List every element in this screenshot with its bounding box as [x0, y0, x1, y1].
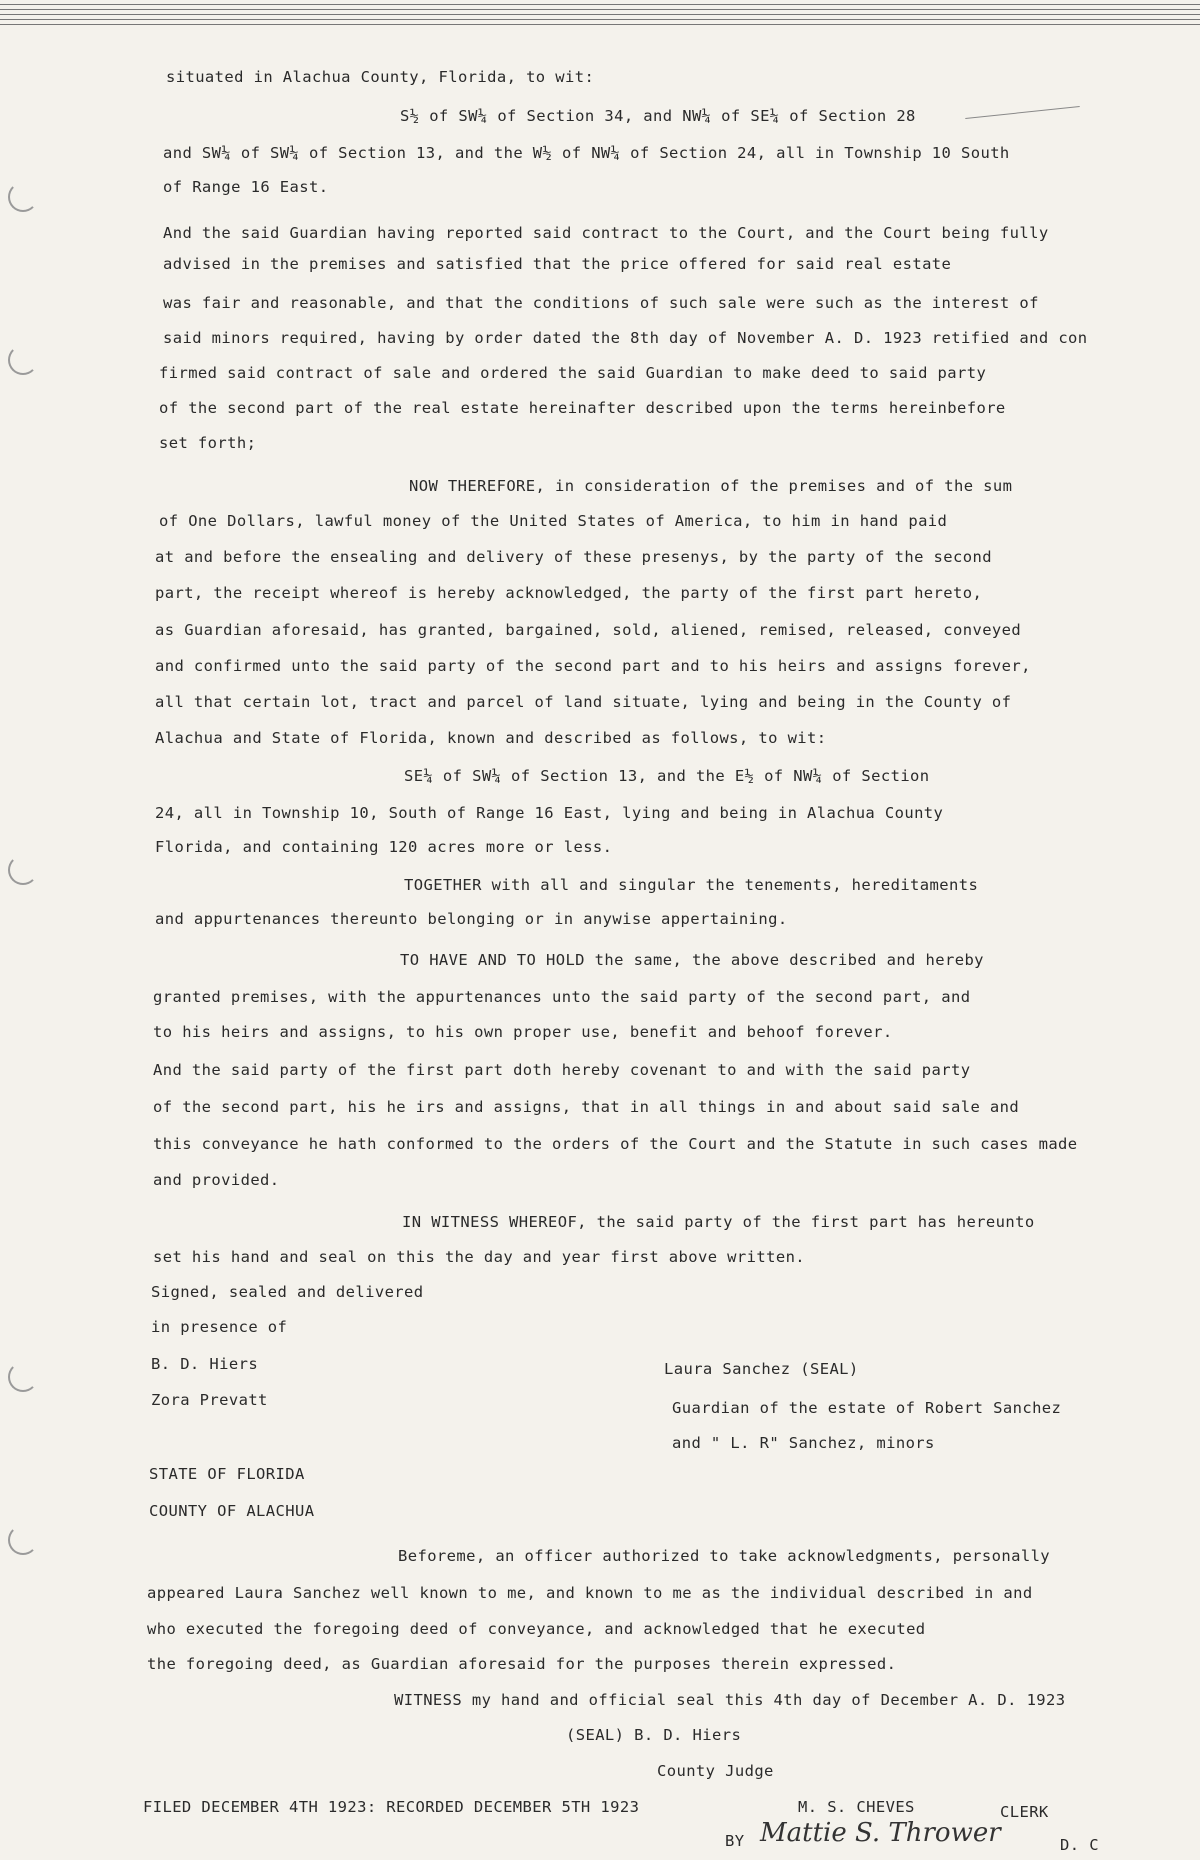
witness-name: Zora Prevatt — [151, 1391, 268, 1409]
grantor-name: Laura Sanchez (SEAL) — [664, 1360, 859, 1378]
by-label: BY — [725, 1832, 745, 1850]
text-line: said minors required, having by order dated the 8th day of November A. D. 1923 retified and con — [163, 329, 1088, 347]
text-line: TO HAVE AND TO HOLD the same, the above described and hereby — [400, 951, 984, 969]
text-line: of Range 16 East. — [163, 178, 329, 196]
text-line: SE¼ of SW¼ of Section 13, and the E½ of NW¼ of Section — [404, 767, 930, 785]
text-line: and appurtenances thereunto belonging or in anywise appertaining. — [155, 910, 788, 928]
judge-title: County Judge — [657, 1762, 774, 1780]
binder-hole — [8, 1362, 38, 1392]
text-line: to his heirs and assigns, to his own proper use, benefit and behoof forever. — [153, 1023, 893, 1041]
filing-note: FILED DECEMBER 4TH 1923: RECORDED DECEMBER 5TH 1923 — [143, 1798, 640, 1816]
pen-stroke — [965, 106, 1079, 119]
top-rule — [0, 19, 1200, 20]
deputy-clerk-label: D. C — [1060, 1836, 1099, 1854]
text-line: who executed the foregoing deed of conveyance, and acknowledged that he executed — [147, 1620, 926, 1638]
text-line: IN WITNESS WHEREOF, the said party of the first part has hereunto — [402, 1213, 1035, 1231]
grantor-title: Guardian of the estate of Robert Sanchez — [672, 1399, 1062, 1417]
text-line: all that certain lot, tract and parcel of land situate, lying and being in the County of — [155, 693, 1012, 711]
clerk-title: CLERK — [1000, 1803, 1049, 1821]
binder-hole — [8, 345, 38, 375]
judge-signature: (SEAL) B. D. Hiers — [566, 1726, 742, 1744]
top-rule — [0, 24, 1200, 25]
text-line: set forth; — [159, 434, 257, 452]
text-line: And the said party of the first part doth hereby covenant to and with the said party — [153, 1061, 971, 1079]
text-line: situated in Alachua County, Florida, to wit: — [166, 68, 595, 86]
text-line: and provided. — [153, 1171, 280, 1189]
text-line: set his hand and seal on this the day and year first above written. — [153, 1248, 806, 1266]
text-line: advised in the premises and satisfied that the price offered for said real estate — [163, 255, 952, 273]
text-line: this conveyance he hath conformed to the orders of the Court and the Statute in such cases made — [153, 1135, 1078, 1153]
text-line: firmed said contract of sale and ordered the said Guardian to make deed to said party — [159, 364, 987, 382]
text-line: 24, all in Township 10, South of Range 16 East, lying and being in Alachua County — [155, 804, 944, 822]
state-heading: STATE OF FLORIDA — [149, 1465, 305, 1483]
text-line: granted premises, with the appurtenances unto the said party of the second part, and — [153, 988, 971, 1006]
text-line: S½ of SW¼ of Section 34, and NW¼ of SE¼ of Section 28 — [400, 107, 916, 125]
text-line: Beforeme, an officer authorized to take acknowledgments, personally — [398, 1547, 1051, 1565]
text-line: Florida, and containing 120 acres more or less. — [155, 838, 613, 856]
deputy-clerk-signature: Mattie S. Thrower — [760, 1818, 1001, 1848]
binder-hole — [8, 1525, 38, 1555]
text-line: NOW THEREFORE, in consideration of the premises and of the sum — [409, 477, 1013, 495]
binder-hole — [8, 855, 38, 885]
text-line: Signed, sealed and delivered — [151, 1283, 424, 1301]
text-line: WITNESS my hand and official seal this 4th day of December A. D. 1923 — [394, 1691, 1066, 1709]
text-line: at and before the ensealing and delivery of these presenys, by the party of the second — [155, 548, 992, 566]
witness-name: B. D. Hiers — [151, 1355, 259, 1373]
text-line: was fair and reasonable, and that the conditions of such sale were such as the interest of — [163, 294, 1039, 312]
text-line: and SW¼ of SW¼ of Section 13, and the W½ of NW¼ of Section 24, all in Township 10 South — [163, 144, 1010, 162]
top-rule — [0, 9, 1200, 10]
county-heading: COUNTY OF ALACHUA — [149, 1502, 315, 1520]
text-line: Alachua and State of Florida, known and described as follows, to wit: — [155, 729, 827, 747]
text-line: of One Dollars, lawful money of the United States of America, to him in hand paid — [159, 512, 948, 530]
top-rule — [0, 14, 1200, 15]
grantor-title: and " L. R" Sanchez, minors — [672, 1434, 935, 1452]
text-line: of the second part, his he irs and assigns, that in all things in and about said sale and — [153, 1098, 1020, 1116]
text-line: as Guardian aforesaid, has granted, bargained, sold, aliened, remised, released, conveyed — [155, 621, 1022, 639]
text-line: the foregoing deed, as Guardian aforesaid for the purposes therein expressed. — [147, 1655, 897, 1673]
text-line: TOGETHER with all and singular the tenements, hereditaments — [404, 876, 979, 894]
binder-hole — [8, 182, 38, 212]
text-line: appeared Laura Sanchez well known to me, and known to me as the individual described in and — [147, 1584, 1033, 1602]
text-line: and confirmed unto the said party of the second part and to his heirs and assigns forever, — [155, 657, 1031, 675]
text-line: And the said Guardian having reported said contract to the Court, and the Court being fully — [163, 224, 1049, 242]
text-line: part, the receipt whereof is hereby acknowledged, the party of the first part hereto, — [155, 584, 983, 602]
text-line: in presence of — [151, 1318, 288, 1336]
text-line: of the second part of the real estate hereinafter described upon the terms hereinbefore — [159, 399, 1006, 417]
top-rule — [0, 4, 1200, 5]
clerk-name: M. S. CHEVES — [798, 1798, 915, 1816]
